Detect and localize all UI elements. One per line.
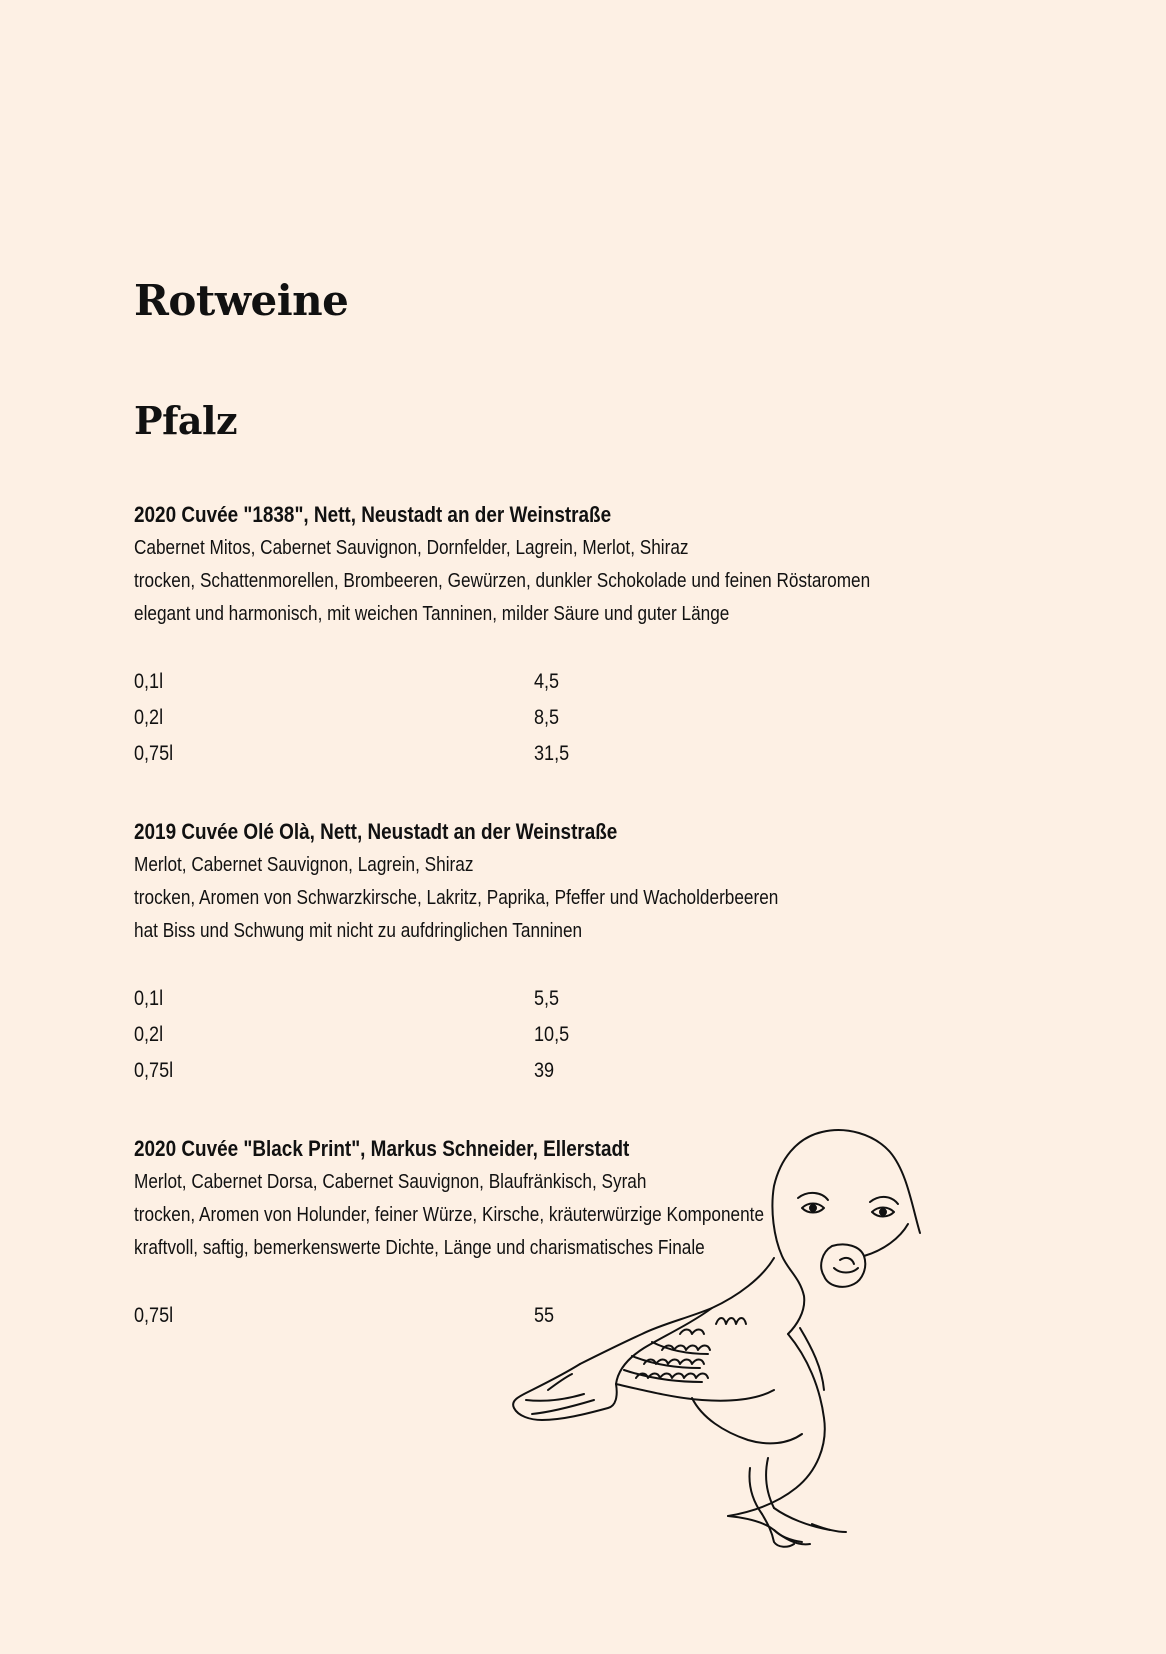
price-value: 10,5 xyxy=(534,1023,570,1046)
wine-entry xyxy=(134,815,954,1089)
bottle-size: 0,75l xyxy=(134,1304,174,1327)
bottle-size: 0,75l xyxy=(134,742,174,765)
price-value: 31,5 xyxy=(534,742,570,765)
bottle-size: 0,1l xyxy=(134,987,164,1010)
price-value: 55 xyxy=(534,1304,555,1327)
bottle-size: 0,75l xyxy=(134,1059,174,1082)
wine-name: 2019 Cuvée Olé Olà, Nett, Neustadt an der Weinstraße xyxy=(134,819,618,844)
wine-grapes: Merlot, Cabernet Dorsa, Cabernet Sauvignon, Blaufränkisch, Syrah xyxy=(134,1171,647,1193)
price-row xyxy=(134,700,954,736)
price-row xyxy=(134,981,954,1017)
wine-grapes: Cabernet Mitos, Cabernet Sauvignon, Dornfelder, Lagrein, Merlot, Shiraz xyxy=(134,537,689,559)
price-value: 4,5 xyxy=(534,670,560,693)
price-row xyxy=(134,664,954,700)
price-value: 39 xyxy=(534,1059,555,1082)
wine-character: hat Biss und Schwung mit nicht zu aufdringlichen Tanninen xyxy=(134,920,583,942)
price-value: 8,5 xyxy=(534,706,560,729)
bottle-size: 0,2l xyxy=(134,706,164,729)
wine-name: 2020 Cuvée "Black Print", Markus Schneider, Ellerstadt xyxy=(134,1136,630,1161)
region-heading: Pfalz xyxy=(134,398,238,443)
bottle-size: 0,2l xyxy=(134,1023,164,1046)
wine-name: 2020 Cuvée "1838", Nett, Neustadt an der Weinstraße xyxy=(134,502,612,527)
pigeon-illustration-icon xyxy=(512,1128,922,1548)
wine-aroma: trocken, Aromen von Holunder, feiner Würze, Kirsche, kräuterwürzige Komponente xyxy=(134,1204,765,1226)
wine-aroma: trocken, Schattenmorellen, Brombeeren, Gewürzen, dunkler Schokolade und feinen Röstaromen xyxy=(134,570,871,592)
price-row xyxy=(134,736,954,772)
price-table xyxy=(134,981,954,1089)
wine-character: elegant und harmonisch, mit weichen Tanninen, milder Säure und guter Länge xyxy=(134,603,730,625)
bottle-size: 0,1l xyxy=(134,670,164,693)
wine-entry xyxy=(134,498,954,772)
wine-character: kraftvoll, saftig, bemerkenswerte Dichte, Länge und charismatisches Finale xyxy=(134,1237,705,1259)
wine-aroma: trocken, Aromen von Schwarzkirsche, Lakritz, Paprika, Pfeffer und Wacholderbeeren xyxy=(134,887,779,909)
price-row xyxy=(134,1017,954,1053)
price-value: 5,5 xyxy=(534,987,560,1010)
page-title: Rotweine xyxy=(134,276,349,325)
price-table xyxy=(134,664,954,772)
wine-grapes: Merlot, Cabernet Sauvignon, Lagrein, Shiraz xyxy=(134,854,474,876)
price-row xyxy=(134,1053,954,1089)
